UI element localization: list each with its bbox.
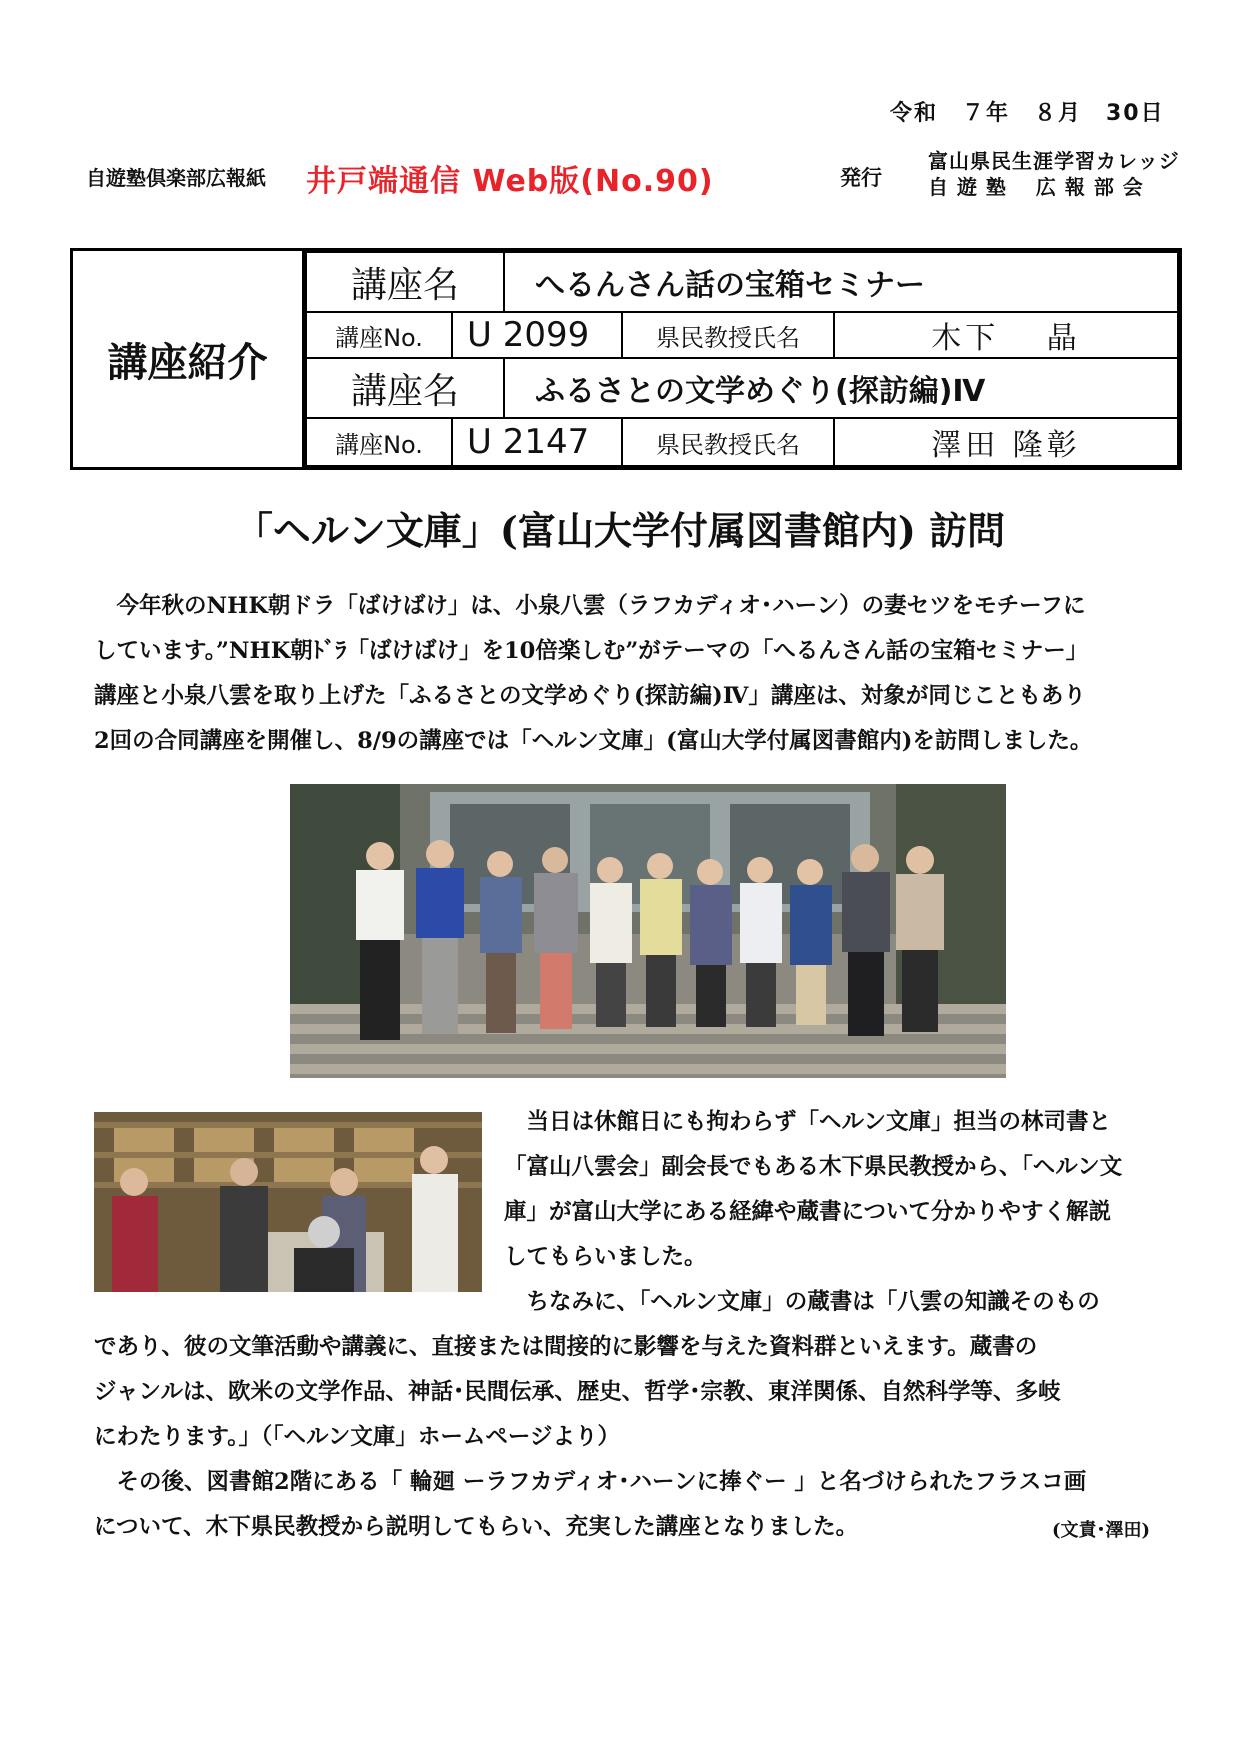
text-line: であり、彼の文筆活動や講義に、直接または間接的に影響を与えた資料群といえます。蔵書の [94,1334,1038,1360]
course-no: U 2099 [451,311,623,359]
text-line: その後、図書館2階にある「 輪廻 ーラフカディオ･ハーンに捧ぐー 」と名づけられたフラスコ画 [94,1469,1087,1495]
course-no-label: 講座No. [305,417,453,467]
library-room-photo [94,1112,482,1292]
professor-name: 木下 晶 [833,311,1179,359]
issuer-org-line2: 自 遊 塾 広 報 部 会 [928,175,1144,199]
issue-date: 令和 ７年 ８月 30日 [890,101,1165,126]
text-line: 2回の合同講座を開催し、8/9の講座では「ヘルン文庫」(富山大学付属図書館内)を訪問しました。 [94,728,1093,754]
course-name: へるんさん話の宝箱セミナー [503,251,1179,313]
side-paragraph [504,1100,1154,1325]
professor-name: 澤田 隆彰 [833,417,1179,467]
text-line: 当日は休館日にも拘わらず「ヘルン文庫」担当の林司書と [504,1109,1111,1135]
text-line: 「富山八雲会」副会長でもある木下県民教授から、「ヘルン文 [504,1154,1123,1180]
newsletter-title: 井戸端通信 Web版(No.90) [306,164,714,199]
author-credit: (文責･澤田) [1052,1520,1151,1541]
text-line: ジャンルは、欧米の文学作品、神話･民間伝承、歴史、哲学･宗教、東洋関係、自然科学等、多岐 [94,1379,1061,1405]
course-name-label: 講座名 [305,251,505,313]
course-intro-table [70,248,1182,470]
text-line: 今年秋のNHK朝ドラ「ばけばけ」は、小泉八雲（ラフカディオ･ハーン）の妻セツをモチーフに [94,593,1086,619]
course-intro-label: 講座紹介 [73,251,305,467]
issuer-org-line1: 富山県民生涯学習カレッジ [928,149,1180,173]
course-no: U 2147 [451,417,623,467]
text-line: にわたります。」（「ヘルン文庫」ホームページより） [94,1424,620,1450]
body-paragraph [94,1325,1154,1550]
professor-label: 県民教授氏名 [621,311,835,359]
professor-label: 県民教授氏名 [621,417,835,467]
intro-paragraph [94,584,1154,764]
course-name-label: 講座名 [305,357,505,419]
text-line: してもらいました。 [504,1244,707,1270]
text-line: ちなみに、「ヘルン文庫」の蔵書は「八雲の知識そのもの [504,1289,1100,1315]
club-name: 自遊塾倶楽部広報紙 [86,166,266,190]
text-line: しています。”NHK朝ﾄﾞﾗ「ばけばけ」を10倍楽しむ”がテーマの「へるんさん話の宝箱セミナー」 [94,638,1089,664]
text-line: 庫」が富山大学にある経緯や蔵書について分かりやすく解説 [504,1199,1112,1225]
course-no-label: 講座No. [305,311,453,359]
text-line: について、木下県民教授から説明してもらい、充実した講座となりました。 [94,1514,859,1540]
issuer-label: 発行 [840,166,882,190]
article-headline: 「ヘルン文庫」(富山大学付属図書館内) 訪問 [234,508,1006,553]
group-photo [290,784,1006,1078]
text-line: 講座と小泉八雲を取り上げた「ふるさとの文学めぐり(探訪編)Ⅳ」講座は、対象が同じこともあり [94,683,1086,709]
issuer-organization [928,148,1180,200]
course-name: ふるさとの文学めぐり(探訪編)Ⅳ [503,357,1179,419]
